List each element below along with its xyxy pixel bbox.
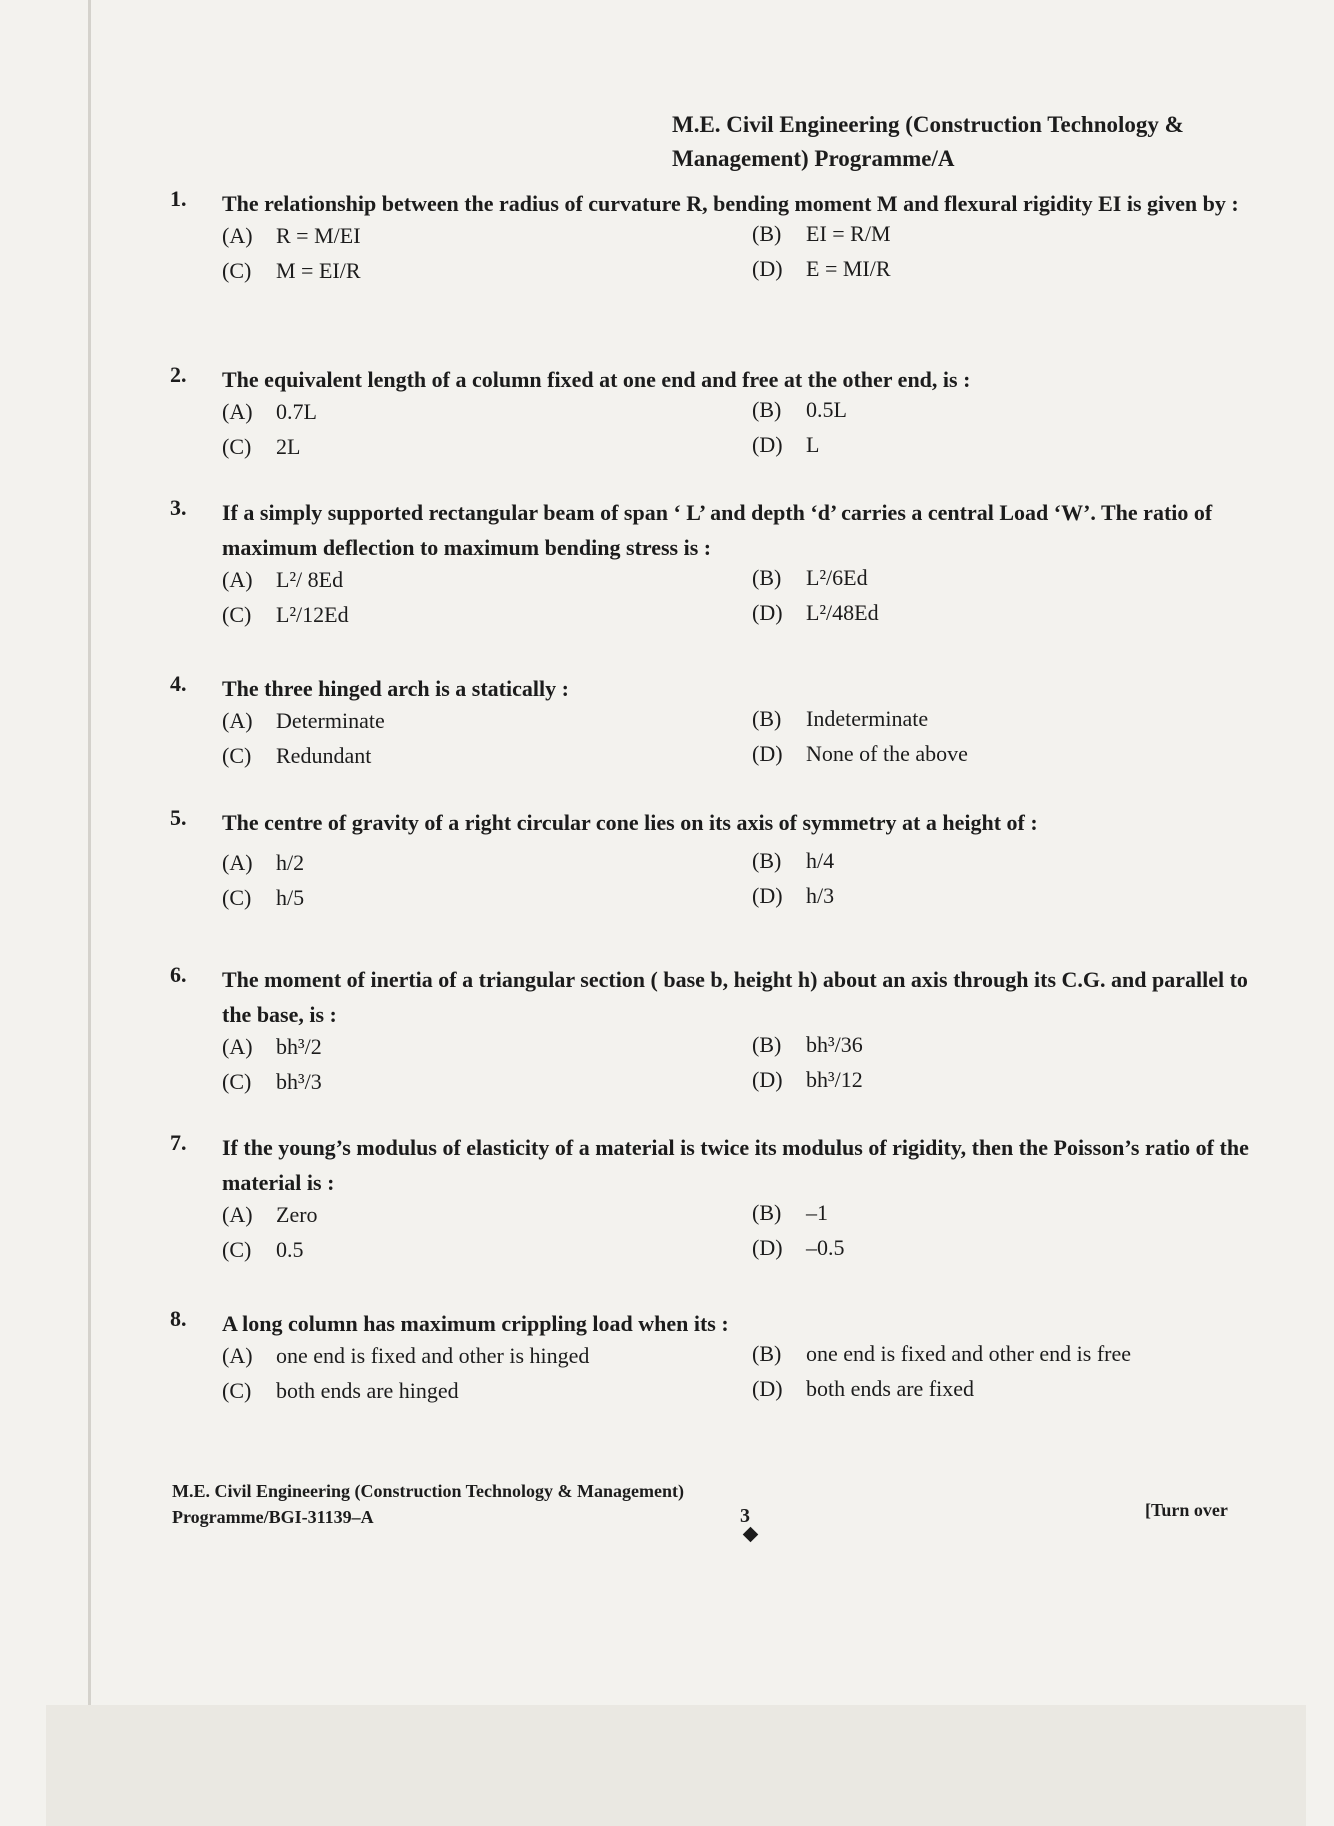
- option-b: (B) –1: [752, 1200, 828, 1225]
- option-b: (B) L²/6Ed: [752, 565, 868, 590]
- option-c: (C) 2L: [222, 434, 301, 459]
- question-stem: The three hinged arch is a statically :: [222, 676, 569, 701]
- page-header: M.E. Civil Engineering (Construction Technology & Management) Programme/A: [672, 112, 1184, 171]
- question-6: [170, 962, 1260, 1102]
- question-7: [170, 1130, 1260, 1270]
- options: [222, 397, 1260, 467]
- option-d: (D) –0.5: [752, 1235, 845, 1260]
- question-stem: A long column has maximum crippling load when its :: [222, 1311, 729, 1336]
- question-4: [170, 671, 1260, 776]
- page-number: 3: [740, 1505, 750, 1527]
- option-a: (A) R = M/EI: [222, 223, 361, 248]
- question-number: 4.: [170, 671, 187, 696]
- question-number: 5.: [170, 805, 187, 830]
- option-b: (B) h/4: [752, 848, 835, 873]
- question-5: [170, 805, 1260, 918]
- question-stem: If the young’s modulus of elasticity of a material is twice its modulus of rigidity, then the Poisson’s ratio of the material is :: [222, 1135, 1249, 1195]
- option-d: (D) L: [752, 432, 820, 457]
- question-8: [170, 1306, 1260, 1411]
- option-a: (A) Zero: [222, 1202, 318, 1227]
- footer-code: M.E. Civil Engineering (Construction Technology & Management) Programme/BGI-31139–A: [172, 1481, 684, 1527]
- question-stem: The centre of gravity of a right circular cone lies on its axis of symmetry at a height of :: [222, 810, 1038, 835]
- question-stem: The relationship between the radius of curvature R, bending moment M and flexural rigidity EI is given by :: [222, 191, 1239, 216]
- option-a: (A) Determinate: [222, 708, 385, 733]
- option-d: (D) bh³/12: [752, 1067, 863, 1092]
- options: [222, 565, 1260, 635]
- option-c: (C) Redundant: [222, 743, 372, 768]
- option-a: (A) h/2: [222, 850, 305, 875]
- option-c: (C) bh³/3: [222, 1069, 322, 1094]
- turn-over-label: [Turn over: [1145, 1500, 1228, 1520]
- options: [222, 848, 1260, 918]
- option-d: (D) E = MI/R: [752, 256, 891, 281]
- option-a: (A) 0.7L: [222, 399, 317, 424]
- option-b: (B) bh³/36: [752, 1032, 863, 1057]
- question-stem: If a simply supported rectangular beam of span ‘ L’ and depth ‘d’ carries a central Load ‘W’. The ratio of maximum deflection to maximum bending stress is :: [222, 500, 1213, 560]
- option-b: (B) Indeterminate: [752, 706, 929, 731]
- option-d: (D) h/3: [752, 883, 835, 908]
- option-c: (C) h/5: [222, 885, 305, 910]
- option-c: (C) both ends are hinged: [222, 1378, 459, 1403]
- options: [222, 1032, 1260, 1102]
- option-b: (B) 0.5L: [752, 397, 847, 422]
- question-3: [170, 495, 1260, 635]
- option-a: (A) one end is fixed and other is hinged: [222, 1343, 590, 1368]
- question-stem: The moment of inertia of a triangular section ( base b, height h) about an axis through its C.G. and parallel to the base, is :: [222, 967, 1248, 1027]
- option-b: (B) one end is fixed and other end is free: [752, 1341, 1131, 1366]
- options: [222, 706, 1260, 776]
- question-2: [170, 362, 1260, 467]
- question-stem: The equivalent length of a column fixed at one end and free at the other end, is :: [222, 367, 971, 392]
- options: [222, 1341, 1260, 1411]
- question-number: 1.: [170, 186, 187, 211]
- page-edge: [88, 0, 91, 1826]
- option-d: (D) None of the above: [752, 741, 968, 766]
- option-a: (A) L²/ 8Ed: [222, 567, 344, 592]
- option-c: (C) L²/12Ed: [222, 602, 349, 627]
- question-number: 8.: [170, 1306, 187, 1331]
- question-number: 7.: [170, 1130, 187, 1155]
- question-1: [170, 186, 1260, 291]
- option-c: (C) 0.5: [222, 1237, 304, 1262]
- diamond-icon: [743, 1527, 759, 1543]
- option-b: (B) EI = R/M: [752, 221, 891, 246]
- question-number: 3.: [170, 495, 187, 520]
- option-d: (D) both ends are fixed: [752, 1376, 974, 1401]
- option-a: (A) bh³/2: [222, 1034, 322, 1059]
- options: [222, 221, 1260, 291]
- option-d: (D) L²/48Ed: [752, 600, 879, 625]
- option-c: (C) M = EI/R: [222, 258, 361, 283]
- options: [222, 1200, 1260, 1270]
- page-bottom-margin: [46, 1705, 1306, 1826]
- question-number: 2.: [170, 362, 187, 387]
- question-number: 6.: [170, 962, 187, 987]
